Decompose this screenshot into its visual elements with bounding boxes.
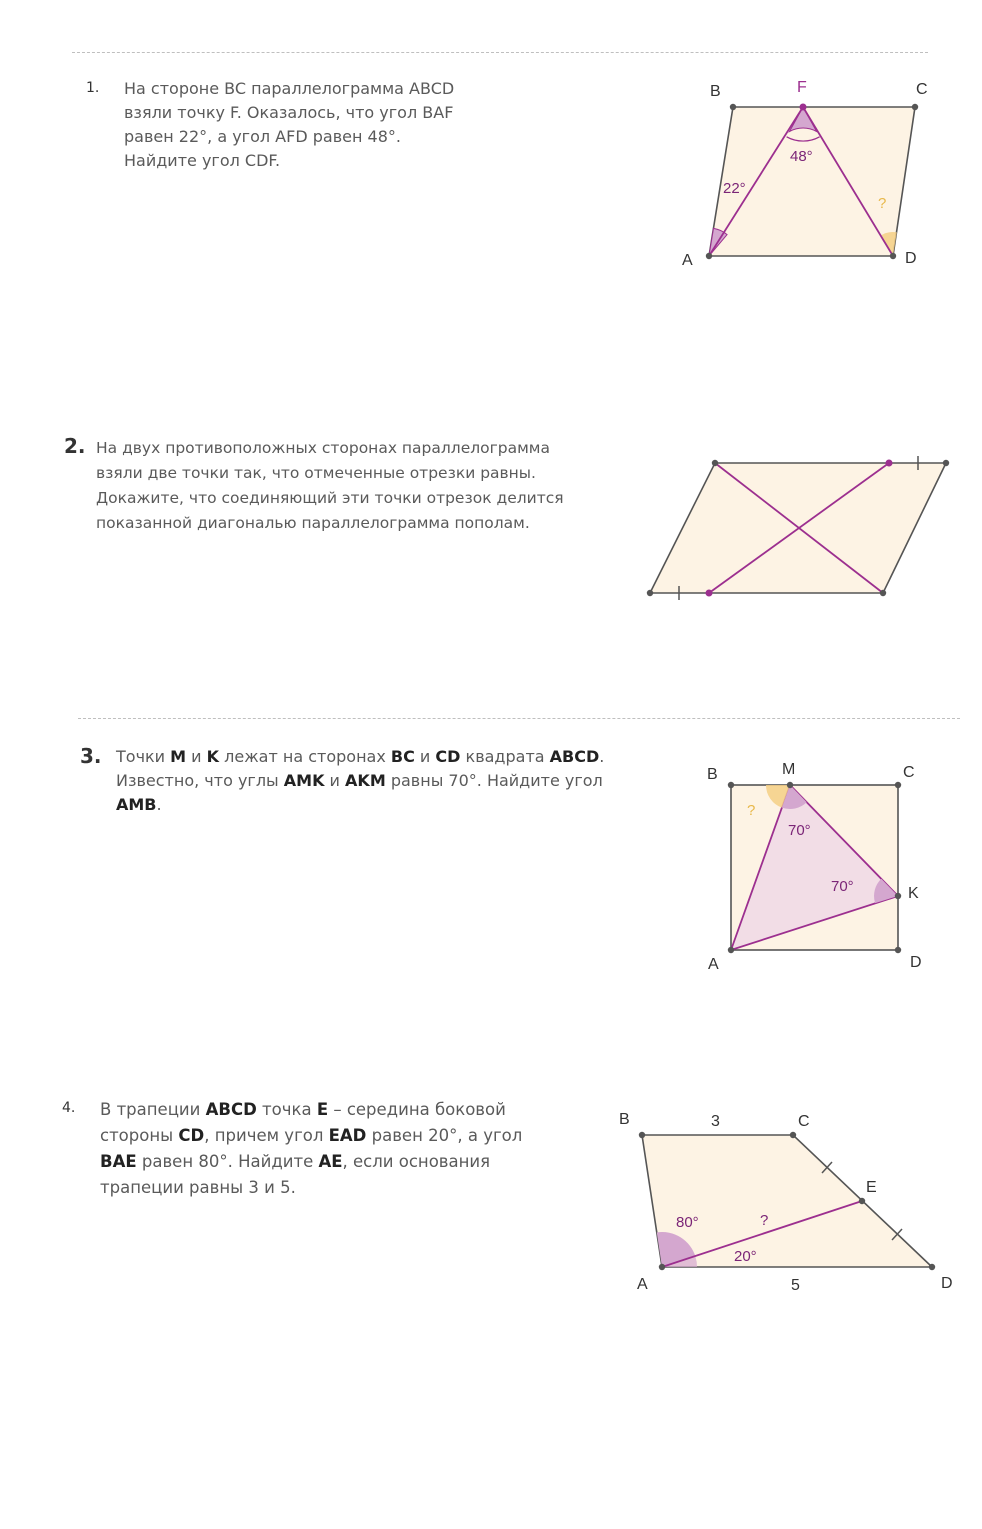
problem-3-number: 3. [80, 744, 102, 768]
fig3-point-M [787, 782, 793, 788]
fig3-point-K [895, 893, 901, 899]
fig4-point-E [859, 1198, 865, 1204]
fig1-point-C [912, 104, 918, 110]
fig3-point-D [895, 947, 901, 953]
fig4-point-B [639, 1132, 645, 1138]
fig3-label-K: K [908, 885, 919, 902]
fig4-angle-EAD-label: 20° [734, 1248, 757, 1265]
problem-1-number: 1. [86, 80, 100, 96]
problem-2-number: 2. [64, 434, 86, 458]
problem-4-line-4: трапеции равны 3 и 5. [100, 1178, 296, 1197]
fig4-label-D: D [941, 1275, 953, 1292]
problem-1-line-1: На стороне BC параллелограмма ABCD [124, 79, 455, 98]
fig3-label-D: D [910, 954, 922, 971]
fig4-label-A: A [637, 1276, 648, 1293]
fig1-label-A: A [682, 252, 693, 269]
fig4-label-C: C [798, 1113, 810, 1130]
figure-2-parallelogram [647, 456, 949, 600]
figure-1-parallelogram [682, 79, 928, 269]
fig1-unknown-label: ? [878, 195, 887, 212]
problem-4-line-3: BAE равен 80°. Найдите AE, если основания [100, 1152, 491, 1171]
fig1-angle-22-label: 22° [723, 180, 746, 197]
fig3-angle-AMK-label: 70° [788, 822, 811, 839]
figure-4-trapezoid [619, 1111, 953, 1294]
fig3-label-C: C [903, 764, 915, 781]
fig2-vertex-bottom-left [647, 590, 653, 596]
fig4-label-E: E [866, 1179, 877, 1196]
fig4-point-A [659, 1264, 665, 1270]
fig4-point-C [790, 1132, 796, 1138]
fig1-label-B: B [710, 83, 721, 100]
problem-4-number: 4. [62, 1100, 76, 1116]
fig3-angle-AKM-label: 70° [831, 878, 854, 895]
fig2-point-bottom [706, 590, 713, 597]
fig1-point-A [706, 253, 712, 259]
fig4-unknown-label: ? [760, 1212, 769, 1229]
problem-1-line-4: Найдите угол CDF. [124, 151, 281, 170]
fig3-label-M: M [782, 761, 796, 778]
fig3-point-A [728, 947, 734, 953]
fig2-vertex-top-right [943, 460, 949, 466]
fig1-point-F [800, 104, 807, 111]
fig4-label-B: B [619, 1111, 630, 1128]
fig1-label-D: D [905, 250, 917, 267]
fig3-unknown-label: ? [747, 802, 756, 819]
fig3-point-B [728, 782, 734, 788]
problem-4-line-1: В трапеции ABCD точка E – середина боковой [100, 1100, 506, 1119]
fig4-angle-BAE-label: 80° [676, 1214, 699, 1231]
fig4-base-AD-label: 5 [791, 1277, 800, 1294]
problem-2-line-4: показанной диагональю параллелограмма пополам. [96, 514, 530, 532]
fig3-point-C [895, 782, 901, 788]
fig1-label-F: F [797, 79, 807, 96]
fig1-angle-48-label: 48° [790, 148, 813, 165]
fig1-label-C: C [916, 81, 928, 98]
fig3-label-B: B [707, 766, 718, 783]
fig1-point-D [890, 253, 896, 259]
problem-1-line-3: равен 22°, а угол AFD равен 48°. [124, 127, 401, 146]
problem-3-line-2: Известно, что углы AMK и AKM равны 70°. Найдите угол [116, 771, 603, 790]
figure-3-square [707, 761, 922, 973]
fig3-label-A: A [708, 956, 719, 973]
problem-2-line-2: взяли две точки так, что отмеченные отрезки равны. [96, 464, 536, 482]
fig2-point-top [886, 460, 893, 467]
problem-3-line-1: Точки M и K лежат на сторонах BC и CD квадрата ABCD. [116, 747, 605, 766]
problem-3-line-3: AMB. [116, 795, 162, 814]
problem-2-line-3: Докажите, что соединяющий эти точки отрезок делится [96, 489, 564, 507]
fig4-base-BC-label: 3 [711, 1113, 720, 1130]
fig1-point-B [730, 104, 736, 110]
problem-1-line-2: взяли точку F. Оказалось, что угол BAF [124, 103, 454, 122]
fig2-vertex-top-left [712, 460, 718, 466]
problem-4-line-2: стороны CD, причем угол EAD равен 20°, а угол [100, 1126, 523, 1145]
fig2-vertex-bottom-right [880, 590, 886, 596]
problem-2-line-1: На двух противоположных сторонах параллелограмма [96, 439, 550, 457]
fig4-point-D [929, 1264, 935, 1270]
